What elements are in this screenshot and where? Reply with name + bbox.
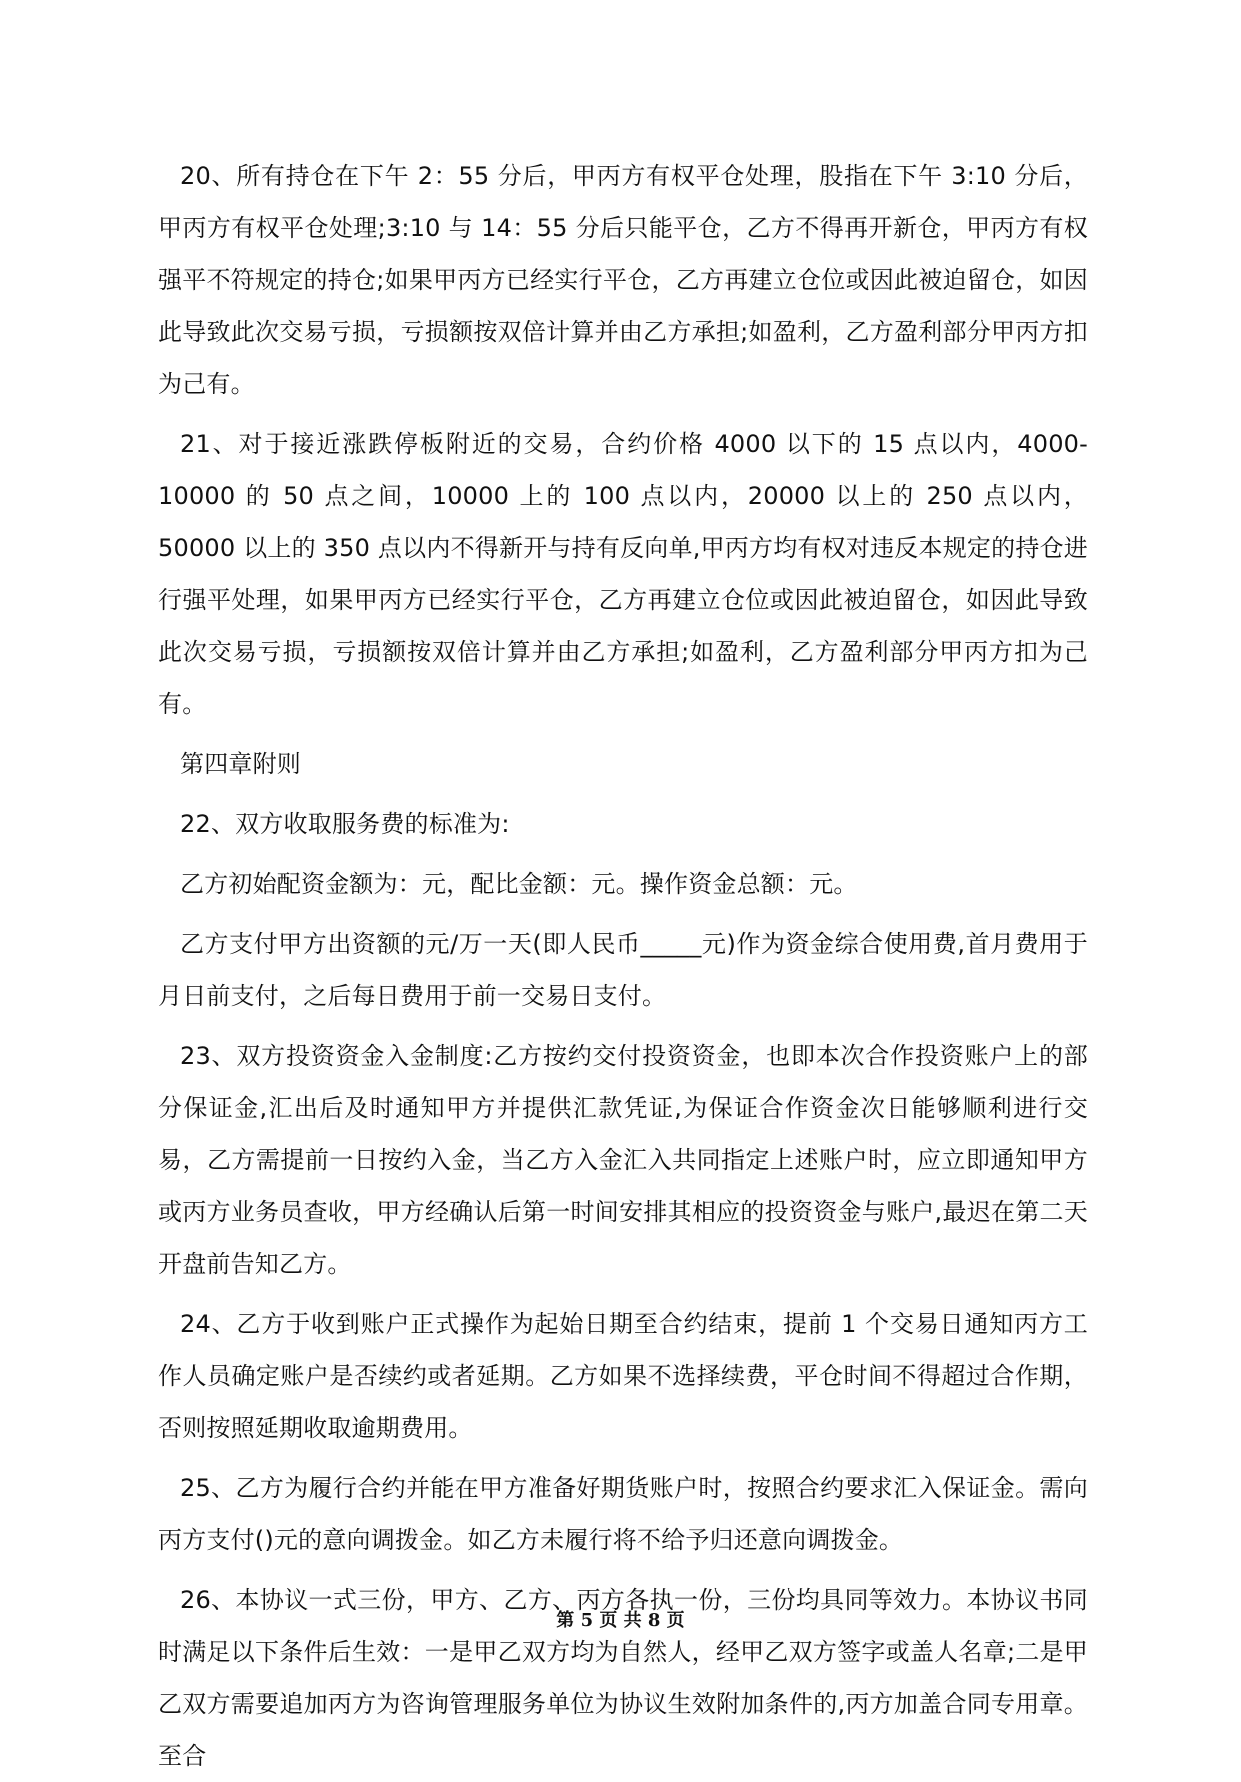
paragraph-22: 22、双方收取服务费的标准为:: [180, 810, 510, 838]
paragraph-23: 23、双方投资资金入金制度:乙方按约交付投资资金，也即本次合作投资账户上的部分保证金,汇出后及时通知甲方并提供汇款凭证,为保证合作资金次日能够顺利进行交易，乙方需提前一日按约入金，当乙方入金汇入共同指定上述账户时，应立即通知甲方或丙方业务员查收，甲方经确认后第一时间安排其相应的投资资金与账户,最迟在第二天开盘前告知乙方。: [158, 1042, 1088, 1278]
paragraph-20: 20、所有持仓在下午 2：55 分后，甲丙方有权平仓处理，股指在下午 3:10 分后，甲丙方有权平仓处理;3:10 与 14：55 分后只能平仓，乙方不得再开新仓，甲丙方有权强平不符规定的持仓;如果甲丙方已经实行平仓，乙方再建立仓位或因此被迫留仓，如因此导致此次交易亏损，亏损额按双倍计算并由乙方承担;如盈利，乙方盈利部分甲丙方扣为己有。: [158, 162, 1088, 398]
paragraph-25: 25、乙方为履行合约并能在甲方准备好期货账户时，按照合约要求汇入保证金。需向丙方支付()元的意向调拨金。如乙方未履行将不给予归还意向调拨金。: [158, 1474, 1088, 1554]
document-body: [158, 150, 1088, 1782]
page-footer: 第 5 页 共 8 页: [556, 1610, 685, 1631]
paragraph-usage-fee: 乙方支付甲方出资额的元/万一天(即人民币_____元)作为资金综合使用费,首月费用于月日前支付，之后每日费用于前一交易日支付。: [158, 930, 1088, 1010]
paragraph-21: 21、对于接近涨跌停板附近的交易，合约价格 4000 以下的 15 点以内，4000-10000 的 50 点之间，10000 上的 100 点以内，20000 以上的 250 点以内，50000 以上的 350 点以内不得新开与持有反向单,甲丙方均有权对违反本规定的持仓进行强平处理，如果甲丙方已经实行平仓，乙方再建立仓位或因此被迫留仓，如因此导致此次交易亏损，亏损额按双倍计算并由乙方承担;如盈利，乙方盈利部分甲丙方扣为己有。: [158, 430, 1088, 718]
paragraph-26: 26、本协议一式三份，甲方、乙方、丙方各执一份，三份均具同等效力。本协议书同时满足以下条件后生效：一是甲乙双方均为自然人，经甲乙双方签字或盖人名章;二是甲乙双方需要追加丙方为咨询管理服务单位为协议生效附加条件的,丙方加盖合同专用章。至合: [158, 1586, 1088, 1770]
paragraph-24: 24、乙方于收到账户正式操作为起始日期至合约结束，提前 1 个交易日通知丙方工作人员确定账户是否续约或者延期。乙方如果不选择续费，平仓时间不得超过合作期，否则按照延期收取逾期费用。: [158, 1310, 1088, 1442]
paragraph-funding-amounts: 乙方初始配资金额为：元，配比金额：元。操作资金总额：元。: [180, 870, 858, 898]
chapter-heading: 第四章附则: [180, 750, 301, 778]
